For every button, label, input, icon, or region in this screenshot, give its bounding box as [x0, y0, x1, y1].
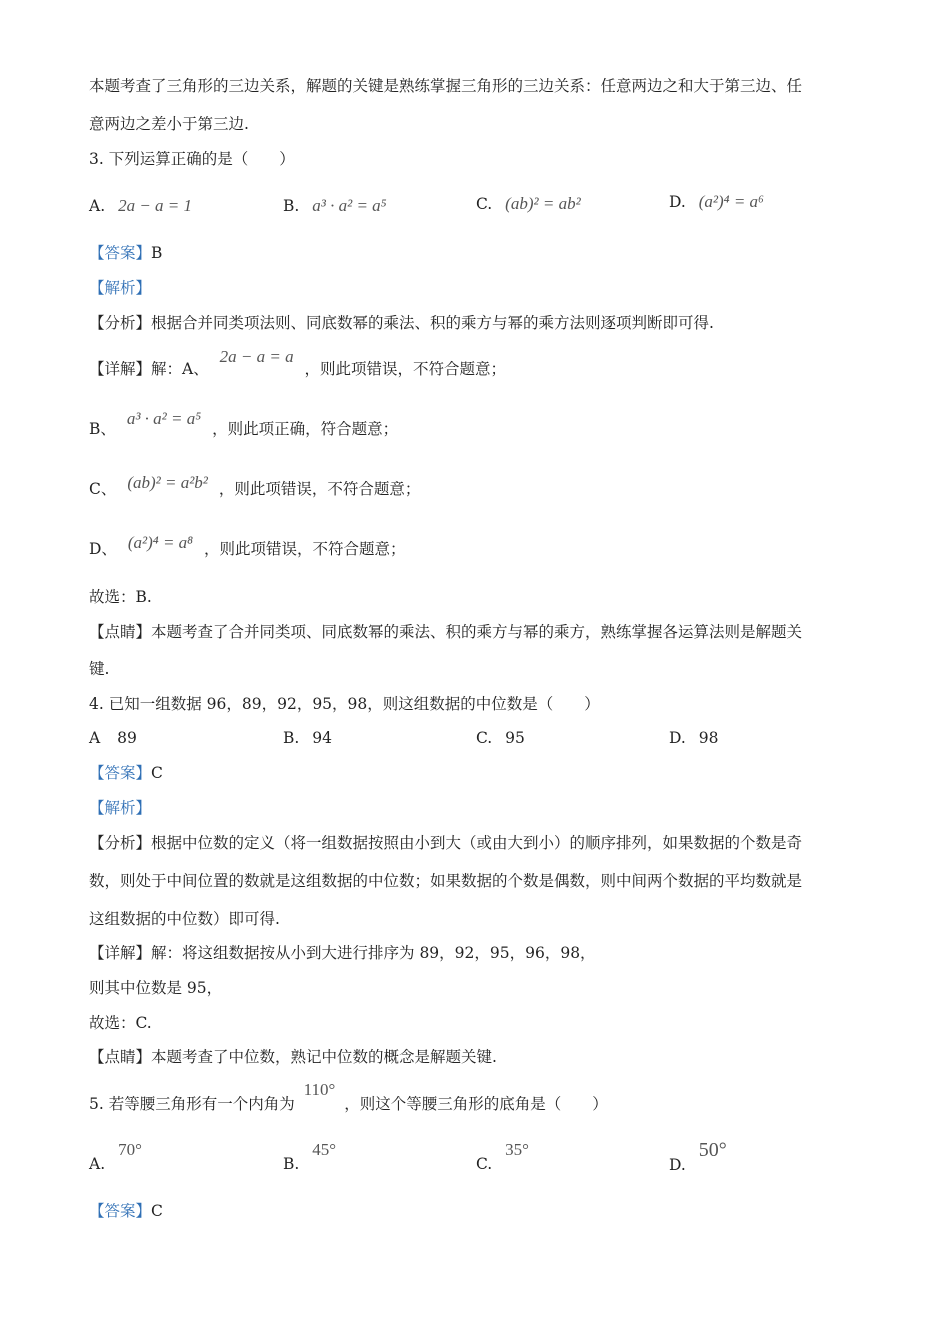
option-letter: C. [476, 729, 493, 747]
detail-lead: D、 [89, 540, 117, 558]
q3-detail-a [89, 347, 507, 379]
q4-answer [89, 763, 163, 783]
fenxi-tag: 【分析】 [89, 834, 152, 852]
q3-fenxi [89, 313, 714, 333]
option-value: 98 [698, 729, 719, 747]
fenxi-text: 根据合并同类项法则、同底数幂的乘法、积的乘方与幂的乘方法则逐项判断即可得. [151, 314, 714, 332]
detail-tag: 【详解】 [89, 360, 152, 378]
dianjing-text: 本题考查了合并同类项、同底数幂的乘法、积的乘方与幂的乘方，熟练掌握各运算法则是解题关 [151, 623, 803, 641]
stem-lead: 5. 若等腰三角形有一个内角为 [89, 1095, 295, 1113]
answer-tag: 【答案】 [89, 244, 152, 262]
answer-tag: 【答案】 [89, 1202, 152, 1220]
q3-detail-d [89, 533, 406, 559]
option-value: 95 [505, 729, 525, 747]
detail-lead: C、 [89, 480, 117, 498]
detail-expr: (ab)² = a²b² [127, 473, 208, 492]
detail-tag: 【详解】 [89, 944, 152, 962]
dianjing-tag: 【点睛】 [89, 1048, 152, 1066]
option-expr: (a²)⁴ = a⁶ [698, 192, 764, 211]
answer-tag: 【答案】 [89, 764, 152, 782]
q4-dianjing [89, 1047, 497, 1067]
q3-detail-b [89, 409, 399, 439]
option-letter: C. [476, 1155, 493, 1173]
detail-text: 解：将这组数据按从小到大进行排序为 89，92，95，96，98， [151, 944, 596, 962]
q5-option-b[interactable] [283, 1140, 337, 1174]
detail-expr: (a²)⁴ = a⁸ [127, 533, 194, 552]
option-letter: D. [669, 193, 686, 211]
q3-answer [89, 243, 162, 263]
q3-option-d[interactable] [669, 192, 764, 212]
fenxi-tag: 【分析】 [89, 314, 152, 332]
option-letter: A. [89, 197, 106, 215]
option-value: 89 [117, 729, 137, 747]
summary-line-2: 意两边之差小于第三边. [89, 115, 249, 133]
detail-tail: ，则此项正确，符合题意； [212, 420, 399, 438]
q4-analysis-tag: 【解析】 [89, 799, 152, 817]
detail-lead: 解：A、 [151, 360, 209, 378]
detail-lead: B、 [89, 420, 116, 438]
option-value: 94 [312, 729, 332, 747]
stem-tail: ，则这个等腰三角形的底角是（ ） [344, 1095, 608, 1113]
q4-option-d[interactable] [669, 728, 718, 748]
dianjing-text: 本题考查了中位数，熟记中位数的概念是解题关键. [151, 1048, 497, 1066]
option-value: 70° [118, 1140, 142, 1159]
answer-value: C [151, 764, 163, 782]
fenxi-text: 根据中位数的定义（将一组数据按照由小到大（或由大到小）的顺序排列，如果数据的个数是奇 [151, 834, 803, 852]
q4-fenxi-1 [89, 833, 802, 853]
option-value: 45° [312, 1140, 337, 1159]
q3-option-c[interactable] [476, 194, 581, 214]
detail-expr: 2a − a = a [219, 347, 294, 366]
q3-dianjing-1 [89, 622, 802, 642]
q4-option-a[interactable] [89, 728, 137, 748]
q4-option-b[interactable] [283, 728, 332, 748]
option-value: 35° [505, 1140, 529, 1159]
q4-option-c[interactable] [476, 728, 525, 748]
q3-detail-c [89, 473, 421, 499]
stem-angle: 110° [303, 1080, 336, 1099]
q5-stem [89, 1080, 608, 1114]
summary-line-1: 本题考查了三角形的三边关系，解题的关键是熟练掌握三角形的三边关系：任意两边之和大于第三边、任 [89, 77, 803, 95]
q3-stem: 3. 下列运算正确的是（ ） [89, 150, 295, 168]
q5-option-a[interactable] [89, 1140, 142, 1174]
option-letter: C. [476, 195, 493, 213]
option-value: 50° [698, 1139, 727, 1161]
q3-option-b[interactable] [283, 196, 387, 216]
q3-choose: 故选：B. [89, 588, 152, 606]
option-letter: D. [669, 729, 686, 747]
detail-tail: ，则此项错误，不符合题意； [204, 540, 406, 558]
q3-option-a[interactable] [89, 196, 192, 216]
q4-fenxi-3: 这组数据的中位数）即可得. [89, 910, 280, 928]
option-letter: A [89, 729, 101, 747]
q4-detail-2: 则其中位数是 95， [89, 979, 223, 997]
q4-stem: 4. 已知一组数据 96，89，92，95，98，则这组数据的中位数是（ ） [89, 695, 600, 713]
q3-dianjing-2: 键. [89, 660, 110, 678]
answer-value: B [151, 244, 163, 262]
option-letter: B. [283, 197, 300, 215]
detail-expr: a³ · a² = a⁵ [126, 409, 202, 428]
detail-tail: ，则此项错误，不符合题意； [304, 360, 507, 378]
q5-option-d[interactable] [669, 1139, 727, 1175]
option-expr: a³ · a² = a⁵ [312, 196, 387, 215]
option-expr: 2a − a = 1 [118, 196, 193, 215]
q5-answer [89, 1201, 163, 1221]
option-letter: D. [669, 1156, 686, 1174]
q5-option-c[interactable] [476, 1140, 529, 1174]
option-letter: A. [89, 1155, 106, 1173]
answer-value: C [151, 1202, 163, 1220]
option-letter: B. [283, 729, 300, 747]
dianjing-tag: 【点睛】 [89, 623, 152, 641]
q4-detail-1 [89, 943, 596, 963]
option-expr: (ab)² = ab² [505, 194, 581, 213]
q4-choose: 故选：C. [89, 1014, 152, 1032]
q4-fenxi-2: 数，则处于中间位置的数就是这组数据的中位数；如果数据的个数是偶数，则中间两个数据的平均数就是 [89, 872, 803, 890]
q3-analysis-tag: 【解析】 [89, 279, 152, 297]
detail-tail: ，则此项错误，不符合题意； [218, 480, 421, 498]
option-letter: B. [283, 1155, 300, 1173]
